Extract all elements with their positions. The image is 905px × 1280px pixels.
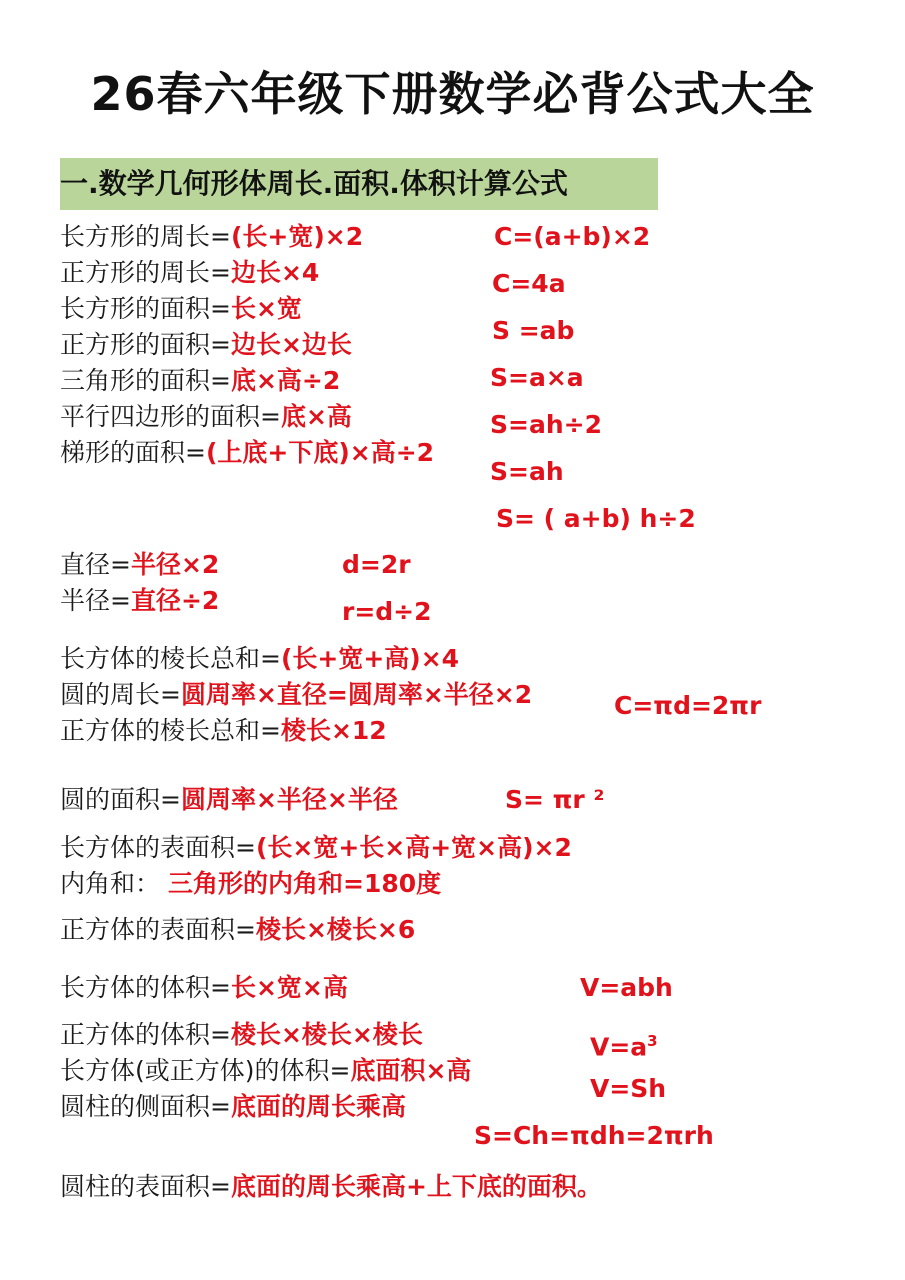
formula-expr: 底面的周长乘高 [230, 1092, 406, 1121]
formula-name: 正方体的体积= [60, 1020, 231, 1049]
formula-radius [60, 584, 219, 618]
formula-name: 长方体的表面积= [60, 833, 256, 862]
formula-expr: 边长×4 [230, 258, 320, 287]
formula-expr: (上底+下底)×高÷2 [205, 438, 435, 467]
formula-expr: 底面的周长乘高+上下底的面积。 [230, 1172, 602, 1201]
formula-name: 圆柱的侧面积= [60, 1092, 231, 1121]
formula-name: 圆的面积= [60, 785, 181, 814]
formula-name: 圆的周长= [60, 680, 181, 709]
formula-diameter [60, 548, 219, 582]
symbol-triangle-area: S=ah÷2 [490, 410, 602, 439]
formula-name: 正方体的表面积= [60, 915, 256, 944]
formula-expr: 圆周率×直径=圆周率×半径×2 [180, 680, 533, 709]
formula-cylinder-lateral [60, 1090, 406, 1124]
formula-circle-area [60, 783, 398, 817]
symbol-circumference: C=πd=2πr [614, 691, 762, 720]
symbol-cube-volume [590, 1024, 658, 1064]
formula-cube-edges [60, 714, 387, 748]
formula-expr: 长×宽 [230, 294, 302, 323]
formula-name: 正方形的面积= [60, 330, 231, 359]
symbol-radius: r=d÷2 [342, 597, 432, 626]
formula-cube-surface [60, 913, 415, 947]
formula-name: 长方体的棱长总和= [60, 644, 281, 673]
symbol-cylinder-lateral: S=Ch=πdh=2πrh [474, 1121, 714, 1150]
formula-expr: 底面积×高 [350, 1056, 472, 1085]
symbol-cuboid-volume: V=abh [580, 973, 673, 1002]
symbol-diameter: d=2r [342, 550, 411, 579]
formula-expr: (长×宽+长×高+宽×高)×2 [255, 833, 572, 862]
cube-exponent: 3 [647, 1032, 658, 1050]
formula-name: 正方形的周长= [60, 258, 231, 287]
formula-expr: 棱长×棱长×棱长 [230, 1020, 423, 1049]
formula-name: 正方体的棱长总和= [60, 716, 281, 745]
formula-name: 半径= [60, 586, 131, 615]
formula-name: 直径= [60, 550, 131, 579]
formula-square-perimeter [60, 256, 319, 290]
symbol-rect-perimeter: C=(a+b)×2 [494, 222, 651, 251]
formula-cylinder-surface [60, 1170, 602, 1204]
formula-square-area [60, 328, 352, 362]
formula-expr: 棱长×棱长×6 [255, 915, 416, 944]
formula-cuboid-surface [60, 831, 572, 865]
formula-cuboid-edges [60, 642, 459, 676]
symbol-trapezoid-area: S= ( a+b) h÷2 [496, 504, 696, 533]
formula-rect-area [60, 292, 302, 326]
formula-parallelogram-area [60, 400, 352, 434]
formula-expr: 圆周率×半径×半径 [180, 785, 398, 814]
symbol-rect-area: S =ab [492, 316, 575, 345]
formula-expr: 边长×边长 [230, 330, 352, 359]
formula-expr: (长+宽)×2 [230, 222, 364, 251]
section-heading: 一.数学几何形体周长.面积.体积计算公式 [60, 158, 658, 210]
formula-expr: 底×高÷2 [230, 366, 341, 395]
formula-cube-volume [60, 1018, 423, 1052]
formula-name: 平行四边形的面积= [60, 402, 281, 431]
formula-expr: 直径÷2 [130, 586, 220, 615]
formula-name: 圆柱的表面积= [60, 1172, 231, 1201]
formula-circle-circumference [60, 678, 532, 712]
formula-cuboid-volume [60, 971, 348, 1005]
formula-expr: 半径×2 [130, 550, 220, 579]
formula-trapezoid-area [60, 436, 434, 470]
formula-expr: 底×高 [280, 402, 352, 431]
formula-expr: 长×宽×高 [230, 973, 348, 1002]
page-title: 26春六年级下册数学必背公式大全 [90, 67, 815, 121]
symbol-cube-volume-base: V=a [590, 1032, 648, 1062]
formula-name: 长方体(或正方体)的体积= [60, 1056, 351, 1085]
formula-name: 三角形的面积= [60, 366, 231, 395]
formula-expr: 棱长×12 [280, 716, 387, 745]
formula-name: 长方形的面积= [60, 294, 231, 323]
formula-name: 长方体的体积= [60, 973, 231, 1002]
formula-name: 内角和： [60, 869, 161, 898]
symbol-square-perimeter: C=4a [492, 269, 566, 298]
symbol-circle-area: S= πr ² [505, 785, 605, 814]
symbol-square-area: S=a×a [490, 363, 584, 392]
symbol-prism-volume: V=Sh [590, 1074, 667, 1103]
formula-triangle-area [60, 364, 340, 398]
formula-interior-angles [60, 867, 441, 901]
formula-rect-perimeter [60, 220, 363, 254]
formula-expr: (长+宽+高)×4 [280, 644, 460, 673]
formula-prism-volume [60, 1054, 471, 1088]
formula-name: 梯形的面积= [60, 438, 206, 467]
formula-expr: 三角形的内角和=180度 [168, 869, 442, 898]
symbol-parallelogram-area: S=ah [490, 457, 564, 486]
formula-name: 长方形的周长= [60, 222, 231, 251]
